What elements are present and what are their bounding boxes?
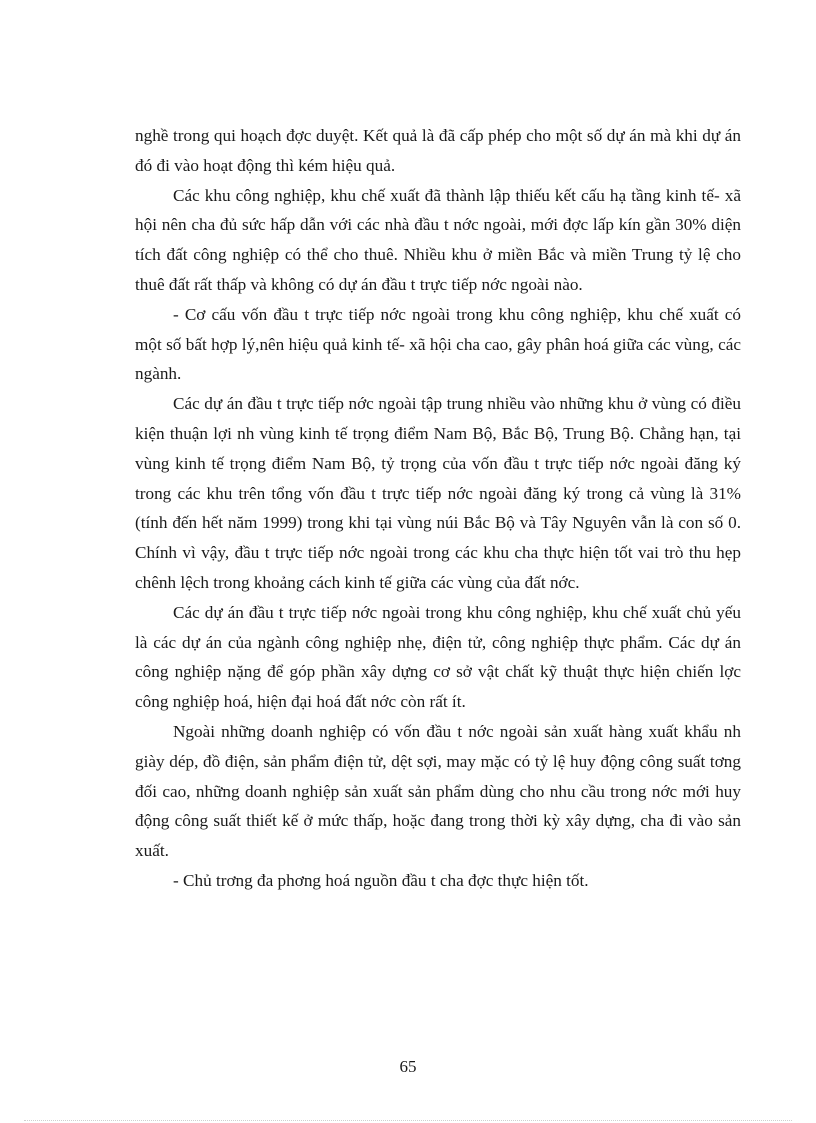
paragraph-1: nghề trong qui hoạch đợc duyệt. Kết quả là đã cấp phép cho một số dự án mà khi dự án đó đi vào hoạt động thì kém hiệu quả. [135, 126, 741, 175]
document-body [135, 121, 741, 896]
paragraph-5: Các dự án đầu t trực tiếp nớc ngoài trong khu công nghiệp, khu chế xuất chủ yếu là các dự án của ngành công nghiệp nhẹ, điện tử, công nghiệp thực phẩm. Các dự án công nghiệp nặng để góp phần xây dựng cơ sở vật chất kỹ thuật thực hiện chiến lợc công nghiệp hoá, hiện đại hoá đất nớc còn rất ít. [135, 602, 741, 712]
paragraph-3: - Cơ cấu vốn đầu t trực tiếp nớc ngoài trong khu công nghiệp, khu chế xuất có một số bất hợp lý,nên hiệu quả kinh tế- xã hội cha cao, gây phân hoá giữa các vùng, các ngành. [135, 304, 741, 384]
paragraph-2: Các khu công nghiệp, khu chế xuất đã thành lập thiếu kết cấu hạ tầng kinh tế- xã hội nên cha đủ sức hấp dẫn với các nhà đầu t nớc ngoài, mới đợc lấp kín gần 30% diện tích đất công nghiệp có thể cho thuê. Nhiều khu ở miền Bắc và miền Trung tỷ lệ cho thuê đất rất thấp và không có dự án đầu t trực tiếp nớc ngoài nào. [135, 185, 741, 294]
paragraph-6: Ngoài những doanh nghiệp có vốn đầu t nớc ngoài sản xuất hàng xuất khẩu nh giày dép, đồ điện, sản phẩm điện tử, dệt sợi, may mặc có tỷ lệ huy động công suất tơng đối cao, những doanh nghiệp sản xuất sản phẩm dùng cho nhu cầu trong nớc mới huy động công suất thiết kế ở mức thấp, hoặc đang trong thời kỳ xây dựng, cha đi vào sản xuất. [135, 721, 741, 861]
page-number: 65 [399, 1057, 417, 1076]
paragraph-4: Các dự án đầu t trực tiếp nớc ngoài tập trung nhiều vào những khu ở vùng có điều kiện thuận lợi nh vùng kinh tế trọng điểm Nam Bộ, Bắc Bộ, Trung Bộ. Chẳng hạn, tại vùng kinh tế trọng điểm Nam Bộ, tỷ trọng của vốn đầu t trực tiếp nớc ngoài đăng ký trong các khu trên tổng vốn đầu t trực tiếp nớc ngoài đăng ký trong cả vùng là 31% (tính đến hết năm 1999) trong khi tại vùng núi Bắc Bộ và Tây Nguyên vẫn là con số 0. Chính vì vậy, đầu t trực tiếp nớc ngoài trong các khu cha thực hiện tốt vai trò thu hẹp chênh lệch trong khoảng cách kinh tế giữa các vùng của đất nớc. [135, 394, 741, 592]
footer-divider [24, 1120, 792, 1121]
paragraph-7: - Chủ trơng đa phơng hoá nguồn đầu t cha đợc thực hiện tốt. [173, 870, 589, 890]
